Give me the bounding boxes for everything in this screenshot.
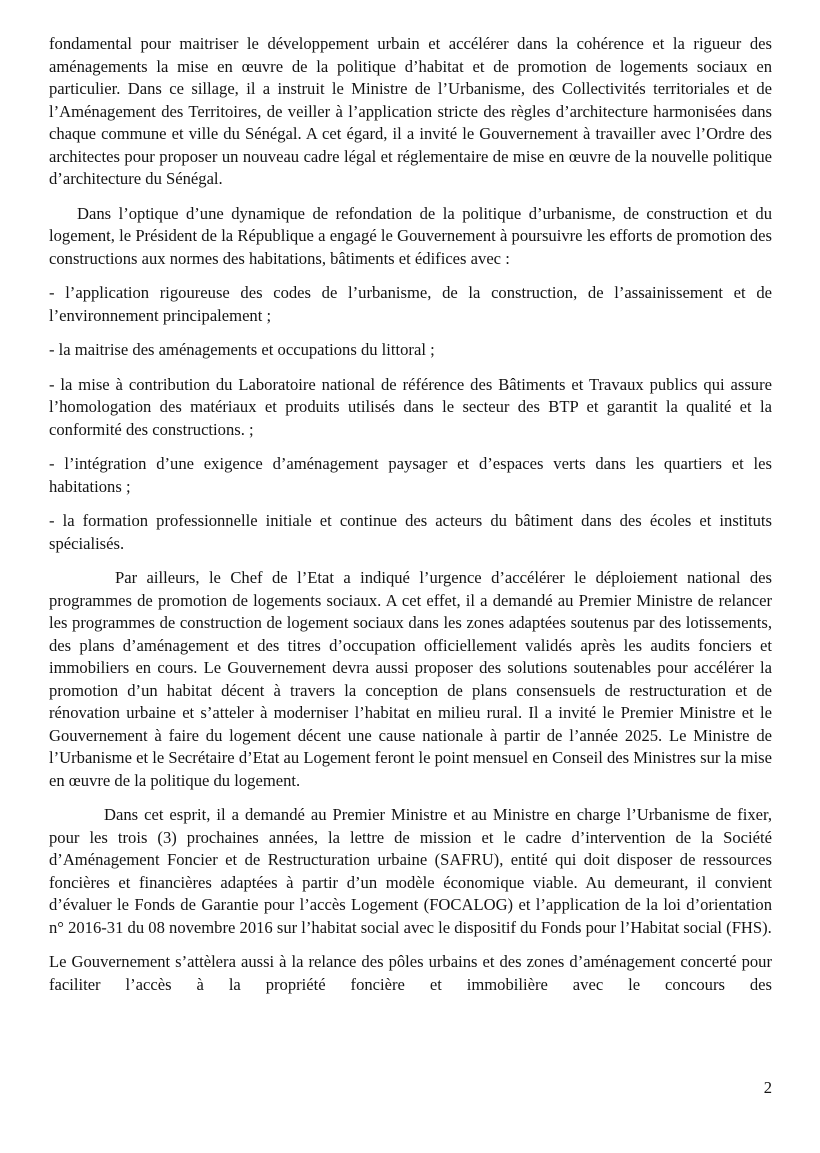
paragraphs	[49, 33, 772, 996]
list-item-formation-professionnelle: - la formation professionnelle initiale et continue des acteurs du bâtiment dans des écoles et instituts spécialisés.	[49, 511, 772, 553]
paragraph-le-gouvernement: Le Gouvernement s’attèlera aussi à la relance des pôles urbains et des zones d’aménagement concerté pour faciliter l’accès à la propriété foncière et immobilière avec le concours des	[49, 952, 772, 994]
document-body	[49, 33, 772, 1008]
list-item-application-codes: - l’application rigoureuse des codes de l’urbanisme, de la construction, de l’assainissement et de l’environnement principalement ;	[49, 283, 772, 325]
paragraph-dans-l-optique: Dans l’optique d’une dynamique de refondation de la politique d’urbanisme, de construction et du logement, le Président de la République a engagé le Gouvernement à poursuivre les efforts de promotion des constructions aux normes des habitations, bâtiments et édifices avec :	[49, 203, 772, 268]
list-item-laboratoire-national: - la mise à contribution du Laboratoire national de référence des Bâtiments et Travaux publics qui assure l’homologation des matériaux et produits utilisés dans le secteur des BTP et garantit la qualité et la conformité des constructions. ;	[49, 374, 772, 439]
list-item-maitrise-littoral: - la maitrise des aménagements et occupations du littoral ;	[49, 340, 435, 359]
paragraph-dans-cet-esprit: Dans cet esprit, il a demandé au Premier Ministre et au Ministre en charge l’Urbanisme de fixer, pour les trois (3) prochaines années, la lettre de mission et le cadre d’intervention de la Société d’Aménagement Foncier et de Restructuration urbaine (SAFRU), entité qui doit disposer de ressources foncières et financières adaptées à partir d’un modèle économique viable. Au demeurant, il convient d’évaluer le Fonds de Garantie pour l’accès Logement (FOCALOG) et l’application de la loi d’orientation n° 2016-31 du 08 novembre 2016 sur l’habitat social avec le dispositif du Fonds pour l’Habitat social (FHS).	[49, 805, 772, 937]
page-number: 2	[763, 1078, 772, 1097]
list-item-amenagement-paysager: - l’intégration d’une exigence d’aménagement paysager et d’espaces verts dans les quartiers et les habitations ;	[49, 454, 772, 496]
paragraph-par-ailleurs: Par ailleurs, le Chef de l’Etat a indiqué l’urgence d’accélérer le déploiement national des programmes de promotion de logements sociaux. A cet effet, il a demandé au Premier Ministre de relancer les programmes de construction de logement sociaux dans les zones adaptées soutenus par des lotissements, des plans d’aménagement et des titres d’occupation officiellement validés après les audits fonciers et immobiliers en cours. Le Gouvernement devra aussi proposer des solutions soutenables pour accélérer la promotion d’un habitat décent à travers la conception de plans consensuels de restructuration et de rénovation urbaine et s’atteler à moderniser l’habitat en milieu rural. Il a invité le Premier Ministre et le Gouvernement à faire du logement décent une cause nationale à partir de l’année 2025. Le Ministre de l’Urbanisme et le Secrétaire d’Etat au Logement feront le point mensuel en Conseil des Ministres sur la mise en œuvre de la politique du logement.	[49, 568, 773, 790]
paragraph-continuation: fondamental pour maitriser le développement urbain et accélérer dans la cohérence et la rigueur des aménagements la mise en œuvre de la politique d’habitat et de promotion de logements sociaux en particulier. Dans ce sillage, il a instruit le Ministre de l’Urbanisme, des Collectivités territoriales et de l’Aménagement des Territoires, de veiller à l’application stricte des règles d’architecture harmonisées dans chaque commune et ville du Sénégal. A cet égard, il a invité le Gouvernement à travailler avec l’Ordre des architectes pour proposer un nouveau cadre légal et réglementaire de mise en œuvre de la nouvelle politique d’architecture du Sénégal.	[49, 34, 772, 188]
